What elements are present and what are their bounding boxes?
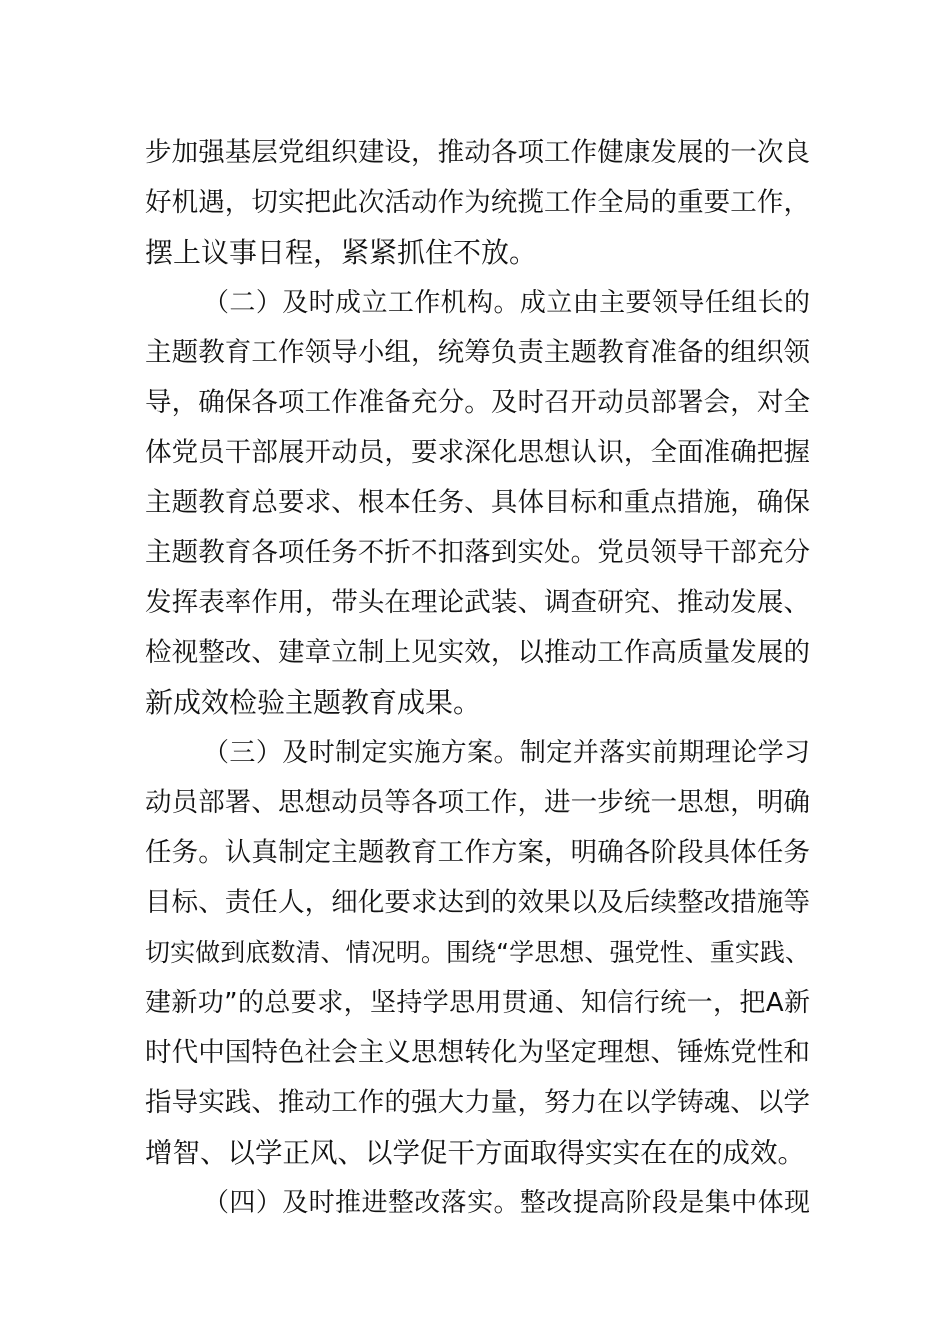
text-line: 摆上议事日程，紧紧抓住不放。 [145, 236, 538, 269]
text-line: 动员部署、思想动员等各项工作，进一步统一思想，明确 [145, 787, 810, 818]
text-line: 新成效检验主题教育成果。 [145, 686, 482, 719]
text-line: 切实做到底数清、情况明。围绕“学思想、强党性、重实践、 [145, 938, 810, 967]
text-line: 任务。认真制定主题教育工作方案，明确各阶段具体任务 [145, 837, 810, 868]
text-line: 好机遇，切实把此次活动作为统揽工作全局的重要工作， [145, 187, 810, 218]
text-line: 体党员干部展开动员，要求深化思想认识，全面准确把握 [145, 437, 810, 468]
text-line: 主题教育各项任务不折不扣落到实处。党员领导干部充分 [145, 537, 810, 568]
section-heading-line: （四）及时推进整改落实。整改提高阶段是集中体现 [203, 1188, 810, 1218]
text-line: 主题教育总要求、根本任务、具体目标和重点措施，确保 [145, 487, 810, 518]
text-line: 发挥表率作用，带头在理论武装、调查研究、推动发展、 [145, 587, 810, 618]
text-line: 建新功”的总要求，坚持学思用贯通、知信行统一，把A新 [145, 988, 810, 1018]
text-line: 目标、责任人，细化要求达到的效果以及后续整改措施等 [145, 887, 810, 918]
text-line: 增智、以学正风、以学促干方面取得实实在在的成效。 [145, 1137, 805, 1169]
text-line: 指导实践、推动工作的强大力量，努力在以学铸魂、以学 [145, 1087, 810, 1118]
text-line: 时代中国特色社会主义思想转化为坚定理想、锤炼党性和 [145, 1037, 810, 1068]
section-heading-line: （三）及时制定实施方案。制定并落实前期理论学习 [203, 738, 810, 768]
document-body [145, 128, 810, 1228]
text-line: 步加强基层党组织建设，推动各项工作健康发展的一次良 [145, 137, 810, 168]
section-heading-line: （二）及时成立工作机构。成立由主要领导任组长的 [203, 288, 810, 318]
text-line: 主题教育工作领导小组，统筹负责主题教育准备的组织领 [145, 337, 810, 368]
text-line: 导，确保各项工作准备充分。及时召开动员部署会，对全 [145, 387, 810, 418]
text-line: 检视整改、建章立制上见实效，以推动工作高质量发展的 [145, 637, 810, 668]
